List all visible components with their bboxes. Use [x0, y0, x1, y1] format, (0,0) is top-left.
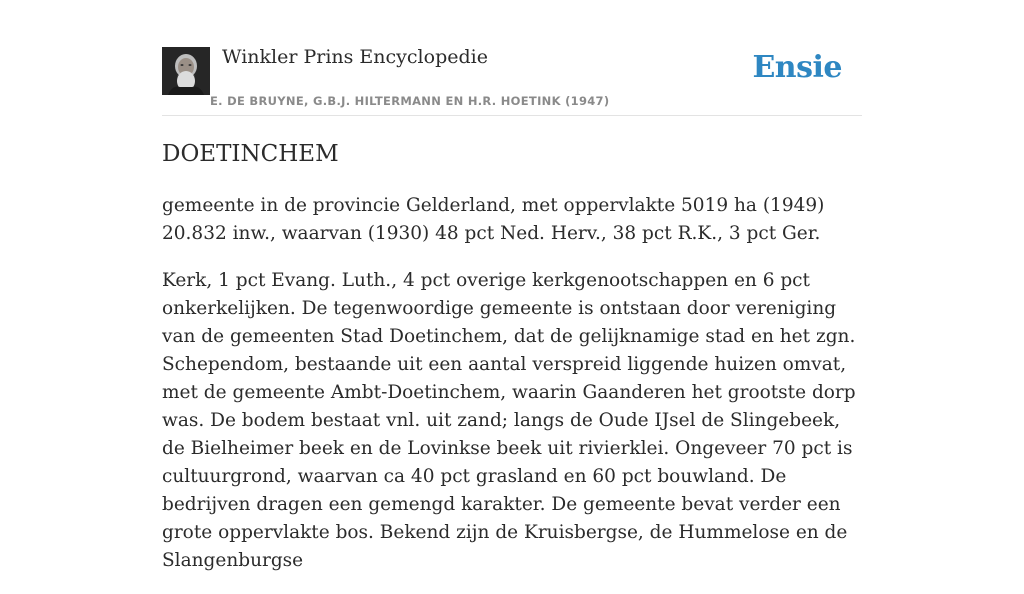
author-avatar — [162, 47, 210, 95]
authors-byline: E. DE BRUYNE, G.B.J. HILTERMANN EN H.R. HOETINK (1947) — [210, 94, 610, 108]
article-paragraph: gemeente in de provincie Gelderland, met oppervlakte 5019 ha (1949) 20.832 inw., waarvan (1930) 48 pct Ned. Herv., 38 pct R.K., 3 pct Ger. — [162, 195, 825, 244]
brand-logo[interactable]: Ensie — [752, 50, 842, 85]
portrait-icon — [162, 47, 210, 95]
header — [162, 0, 862, 116]
article-container — [162, 0, 862, 571]
article-title: DOETINCHEM — [162, 141, 339, 167]
article-paragraph: Kerk, 1 pct Evang. Luth., 4 pct overige kerkgenootschappen en 6 pct onkerkelijken. De tegenwoordige gemeente is ontstaan door vereniging van de gemeenten Stad Doetinchem, dat de gelijknamige stad en het zgn. Schependom, bestaande uit een aantal verspreid liggende huizen omvat, met de gemeente Ambt-Doetinchem, waarin Gaanderen het grootste dorp was. De bodem bestaat vnl. uit zand; langs de Oude IJsel de Slingebeek, de Bielheimer beek en de Lovinkse beek uit rivierklei. Ongeveer 70 pct is cultuurgrond, waarvan ca 40 pct grasland en 60 pct bouwland. De bedrijven dragen een gemengd karakter. De gemeente bevat verder een grote oppervlakte bos. Bekend zijn de Kruisbergse, de Hummelose en de Slangenburgse — [162, 270, 856, 571]
article-body — [162, 192, 862, 594]
site-title[interactable]: Winkler Prins Encyclopedie — [222, 46, 488, 68]
